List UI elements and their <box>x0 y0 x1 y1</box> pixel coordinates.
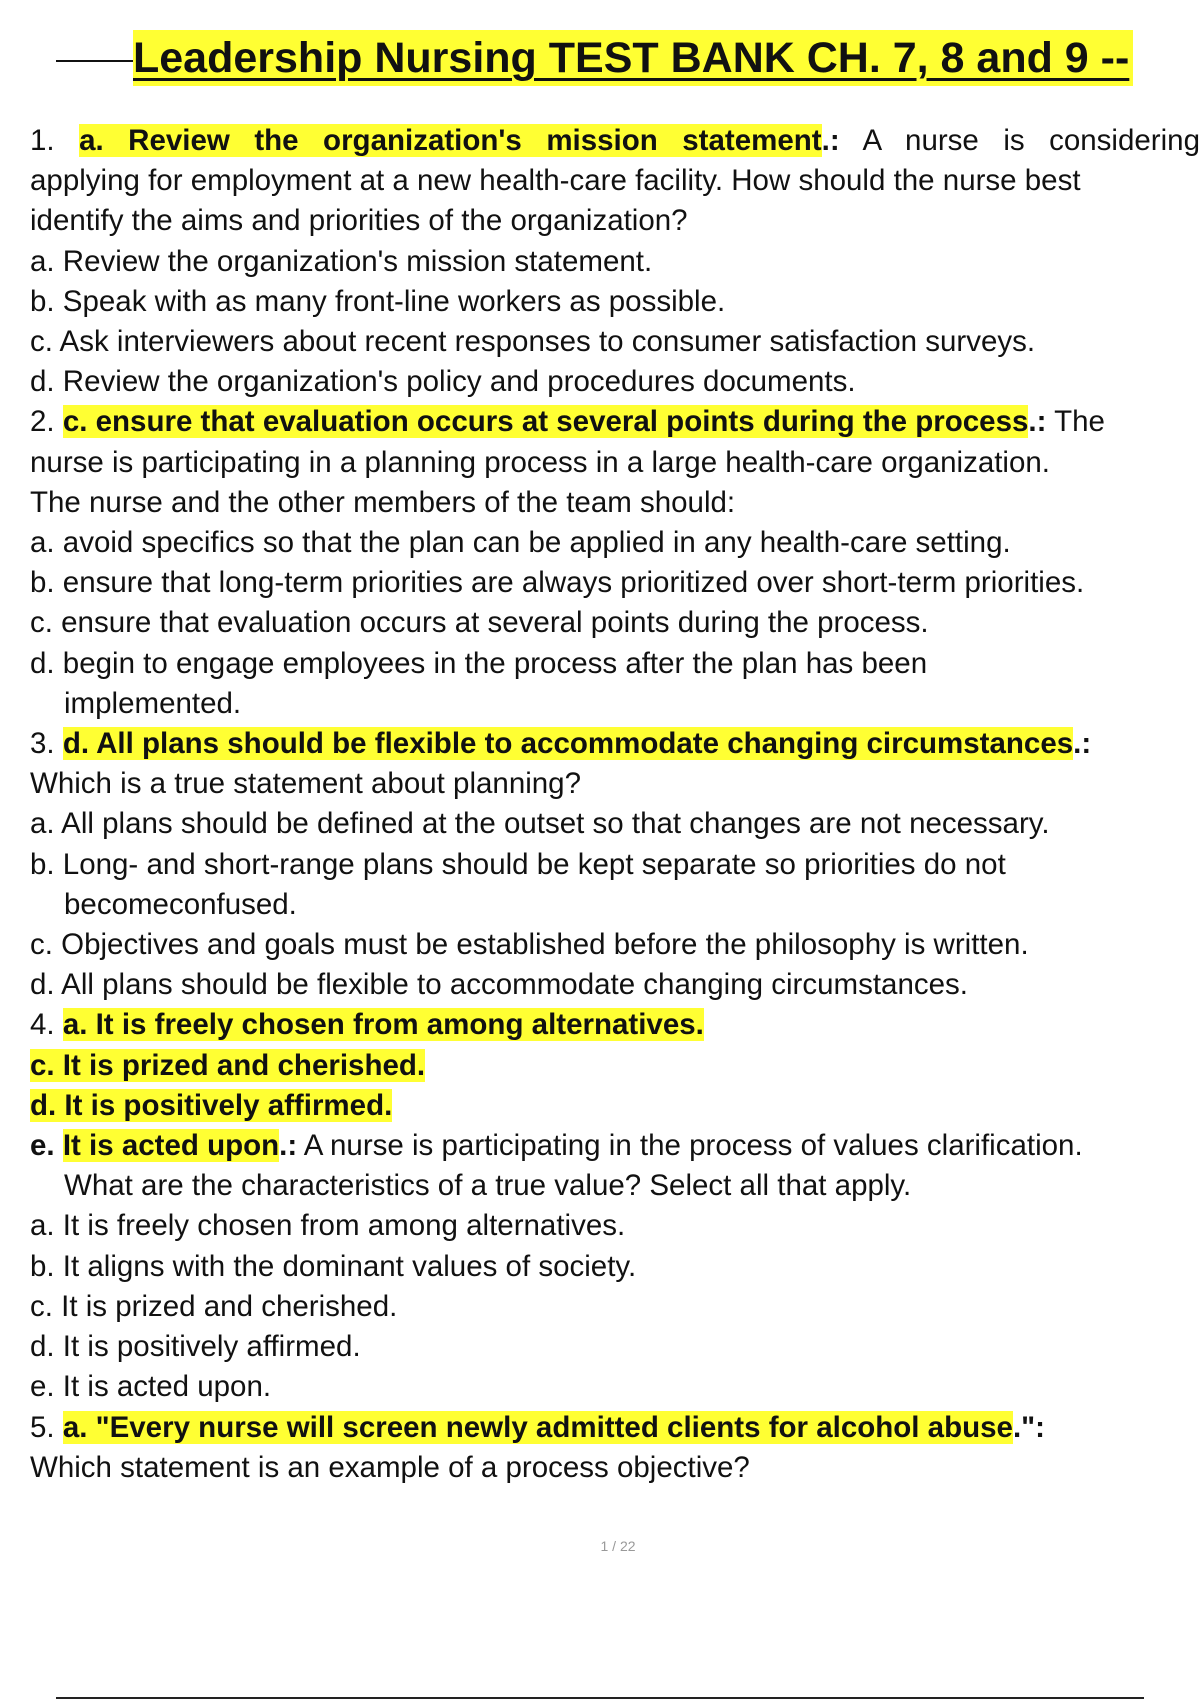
answer-option: d. begin to engage employees in the process after the plan has been <box>30 646 928 680</box>
correct-answer-line <box>30 1086 1200 1126</box>
title-leading-rule <box>56 60 136 62</box>
question-3-header <box>30 724 1200 764</box>
answer-option: a. avoid specifics so that the plan can be applied in any health-care setting. <box>30 526 1011 560</box>
answer-option-continuation: implemented. <box>64 686 242 720</box>
question-number: 1. <box>30 124 55 157</box>
correct-answer-highlight: a. Review the organization's mission statement <box>79 124 822 157</box>
question-stem-line: What are the characteristics of a true value? Select all that apply. <box>64 1169 912 1203</box>
correct-answer-highlight: d. It is positively affirmed. <box>30 1088 393 1122</box>
question-stem-line: Which statement is an example of a process objective? <box>30 1450 750 1484</box>
answer-option: e. It is acted upon. <box>30 1370 272 1404</box>
question-stem: A nurse is considering <box>839 124 1200 157</box>
question-stem: A nurse is participating in the process of values clarification. <box>297 1129 1083 1163</box>
question-list <box>30 121 1200 1488</box>
correct-answer-line <box>30 1046 1200 1086</box>
answer-option: d. It is positively affirmed. <box>30 1330 361 1364</box>
answer-separator: .: <box>1028 405 1047 439</box>
answer-option: b. It aligns with the dominant values of society. <box>30 1249 637 1283</box>
question-stem-line: identify the aims and priorities of the organization? <box>30 204 688 238</box>
answer-option: d. All plans should be flexible to accommodate changing circumstances. <box>30 968 968 1002</box>
answer-option: a. All plans should be defined at the outset so that changes are not necessary. <box>30 807 1050 841</box>
answer-option: d. Review the organization's policy and procedures documents. <box>30 365 856 399</box>
answer-option: b. Speak with as many front-line workers as possible. <box>30 284 726 318</box>
correct-answer-highlight: d. All plans should be flexible to accommodate changing circumstances <box>62 727 1074 761</box>
answer-option: c. ensure that evaluation occurs at several points during the process. <box>30 606 929 640</box>
question-number: 5. <box>30 1410 55 1444</box>
correct-answer-highlight: It is acted upon <box>62 1129 280 1163</box>
question-2-header <box>30 402 1200 442</box>
document-title: Leadership Nursing TEST BANK CH. 7, 8 and 9 -- <box>133 30 1133 86</box>
answer-letter: e. <box>30 1129 55 1163</box>
answer-option: c. Objectives and goals must be established before the philosophy is written. <box>30 928 1029 962</box>
answer-separator: .": <box>1012 1410 1045 1444</box>
answer-option: b. ensure that long-term priorities are always prioritized over short-term priorities. <box>30 566 1085 600</box>
footer-rule <box>56 1697 1144 1699</box>
question-stem-line: The nurse and the other members of the team should: <box>30 485 736 519</box>
answer-option: a. It is freely chosen from among alternatives. <box>30 1209 626 1243</box>
question-number: 3. <box>30 727 55 761</box>
answer-option: b. Long- and short-range plans should be kept separate so priorities do not <box>30 847 1006 881</box>
answer-separator: .: <box>279 1129 298 1163</box>
question-1-header <box>30 121 1200 161</box>
correct-answer-line <box>30 1126 1200 1166</box>
question-stem-line: nurse is participating in a planning process in a large health-care organization. <box>30 445 1050 479</box>
question-5-header <box>30 1408 1200 1448</box>
question-number: 2. <box>30 405 55 439</box>
correct-answer-highlight: c. It is prized and cherished. <box>30 1048 426 1082</box>
answer-separator: .: <box>821 124 840 157</box>
question-4-header <box>30 1005 1200 1045</box>
answer-option: c. It is prized and cherished. <box>30 1289 398 1323</box>
page-indicator: 1 / 22 <box>600 1538 636 1554</box>
question-stem-line: Which is a true statement about planning? <box>30 767 581 801</box>
question-number: 4. <box>30 1008 55 1042</box>
answer-option: c. Ask interviewers about recent responses to consumer satisfaction surveys. <box>30 325 1036 359</box>
question-stem: The <box>1046 405 1105 439</box>
answer-option-continuation: becomeconfused. <box>64 887 297 921</box>
answer-option: a. Review the organization's mission statement. <box>30 244 653 278</box>
correct-answer-highlight: a. It is freely chosen from among alternatives. <box>62 1008 704 1042</box>
answer-separator: .: <box>1073 727 1092 761</box>
correct-answer-highlight: a. "Every nurse will screen newly admitted clients for alcohol abuse <box>62 1410 1013 1444</box>
correct-answer-highlight: c. ensure that evaluation occurs at several points during the process <box>62 405 1029 439</box>
question-stem-line: applying for employment at a new health-care facility. How should the nurse best <box>30 164 1081 198</box>
